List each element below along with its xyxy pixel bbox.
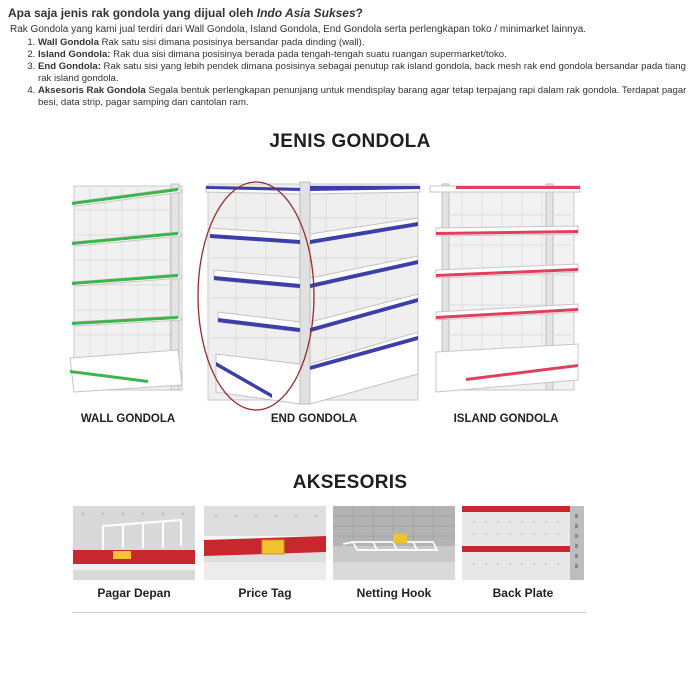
bottom-divider <box>72 612 586 613</box>
list-item-wall: 1. Wall Gondola Rak satu sisi dimana posisinya bersandar pada dinding (wall). <box>38 37 696 49</box>
list-item-aksesoris: 4. Aksesoris Rak Gondola Segala bentuk perlengkapan penunjang untuk mendisplay barang agar tetap terpajang rapi dalam rak gondola. Terdapat pagar besi, data strip, pagar samping dan cantolan ram. <box>38 85 696 109</box>
pagar-depan-image <box>73 506 195 580</box>
gondola-types-list <box>8 37 696 109</box>
end-gondola-image <box>196 178 424 414</box>
jenis-gondola-heading: JENIS GONDOLA <box>269 131 431 152</box>
price-tag-label: Price Tag <box>238 586 292 600</box>
back-plate-label: Back Plate <box>492 586 554 600</box>
island-gondola-image <box>426 180 586 395</box>
list-item-end: 3. End Gondola: Rak satu sisi yang lebih pendek dimana posisinya sebagai penutup rak island gondola, back mesh rak end gondola bersandar pada tiang rak island gondola. <box>38 61 696 85</box>
price-tag-image <box>204 506 326 580</box>
island-gondola-label: ISLAND GONDOLA <box>453 413 559 425</box>
wall-gondola-image <box>68 180 188 395</box>
page-title: Apa saja jenis rak gondola yang dijual oleh Indo Asia Sukses? <box>8 6 364 20</box>
netting-hook-label: Netting Hook <box>356 586 432 600</box>
intro-text: Rak Gondola yang kami jual terdiri dari Wall Gondola, Island Gondola, End Gondola serta perlengkapan toko / minimarket lainnya. <box>10 24 587 35</box>
description-block <box>8 6 696 109</box>
end-gondola-label: END GONDOLA <box>270 413 358 425</box>
aksesoris-heading: AKSESORIS <box>292 472 408 493</box>
wall-gondola-label: WALL GONDOLA <box>80 413 176 425</box>
netting-hook-image <box>333 506 455 580</box>
list-item-island: 2. Island Gondola: Rak dua sisi dimana posisinya berada pada tengah-tengah suatu ruangan supermarket/toko. <box>38 49 696 61</box>
pagar-depan-label: Pagar Depan <box>97 586 171 600</box>
back-plate-image <box>462 506 584 580</box>
